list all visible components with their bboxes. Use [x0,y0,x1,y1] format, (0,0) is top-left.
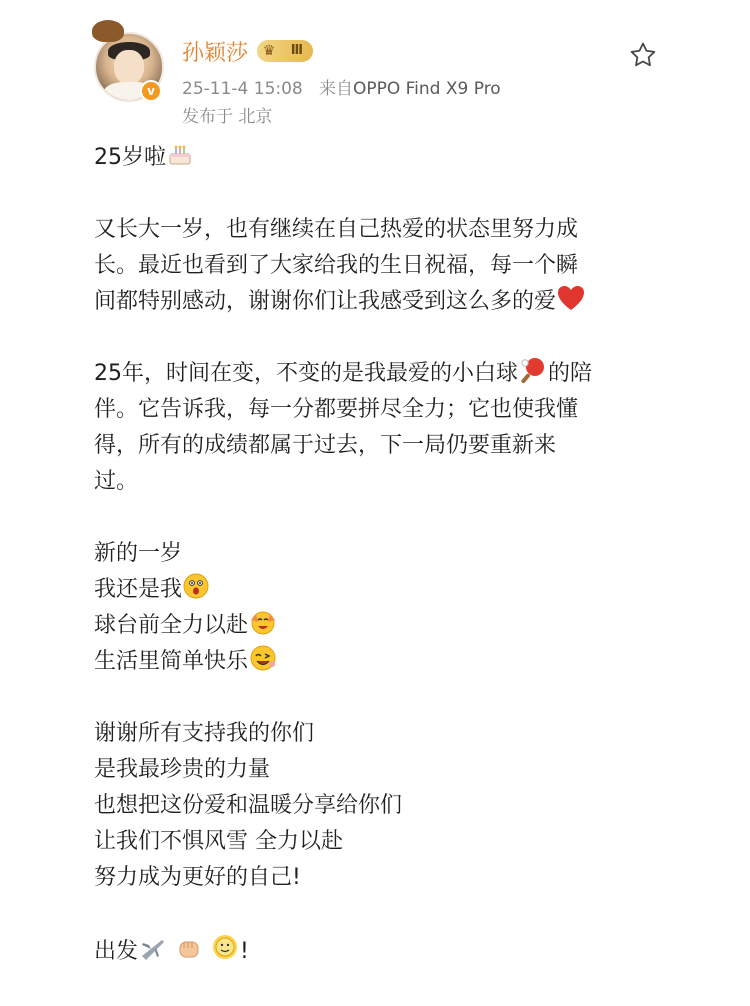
paragraph [94,536,674,680]
paragraph [94,140,674,176]
vip-level: Ⅲ [290,43,303,58]
text-line: 伴。它告诉我，每一分都要拼尽全力；它也使我懂 [94,397,579,422]
text-line: 谢谢所有支持我的你们 [94,721,315,746]
text-line: 是我最珍贵的力量 [94,757,271,782]
text-line: 25岁啦 [94,140,674,176]
birthday-cake-icon [166,140,194,168]
post-timestamp: 25-11-4 15:08 [182,79,303,99]
verified-icon: v [140,80,162,102]
avatar[interactable] [92,28,164,100]
post-location: 发布于 北京 [182,107,273,127]
post-device[interactable]: OPPO Find X9 Pro [352,79,501,99]
star-outline-icon[interactable] [628,40,658,70]
paragraph [94,716,674,896]
red-heart-icon [556,284,586,312]
text-line: 生活里简单快乐 [94,644,674,680]
sun-face-icon [210,932,240,962]
post-meta [182,74,501,99]
text-line: 新的一岁 [94,541,183,566]
text-line: 间都特别感动，谢谢你们让我感受到这么多的爱 [94,284,674,320]
text-line: 又长大一岁，也有继续在自己热爱的状态里努力成 [94,217,579,242]
text-line: 努力成为更好的自己! [94,865,301,890]
text-line: 也想把这份爱和温暖分享给你们 [94,793,403,818]
text-line: 让我们不惧风雪 全力以赴 [94,829,343,854]
wow-face-icon [182,572,210,600]
source-prefix: 来自 [318,79,353,99]
text-line: 球台前全力以赴 [94,608,674,644]
paragraph [94,356,674,500]
post-body [94,140,674,1006]
text-line: 得，所有的成绩都属于过去，下一局仍要重新来 [94,433,557,458]
text-line: 出发 ! [94,932,674,970]
cheer-face-icon [248,608,278,636]
text-line: 我还是我 [94,572,674,608]
vip-badge[interactable] [257,40,313,62]
airplane-icon [138,934,168,962]
happy-face-icon [248,644,278,672]
text-line: 长。最近也看到了大家给我的生日祝福，每一个瞬 [94,253,579,278]
paragraph [94,212,674,320]
fist-icon [175,934,203,962]
paragraph [94,932,674,970]
ping-pong-icon [518,356,548,384]
username[interactable]: 孙颖莎 [182,41,249,66]
avatar-decoration-icon [92,20,124,42]
post-header [0,0,750,130]
crown-icon: ♛ [262,43,276,59]
text-line: 25年，时间在变，不变的是我最爱的小白球 的陪 [94,356,674,392]
text-line: 过。 [94,469,139,494]
